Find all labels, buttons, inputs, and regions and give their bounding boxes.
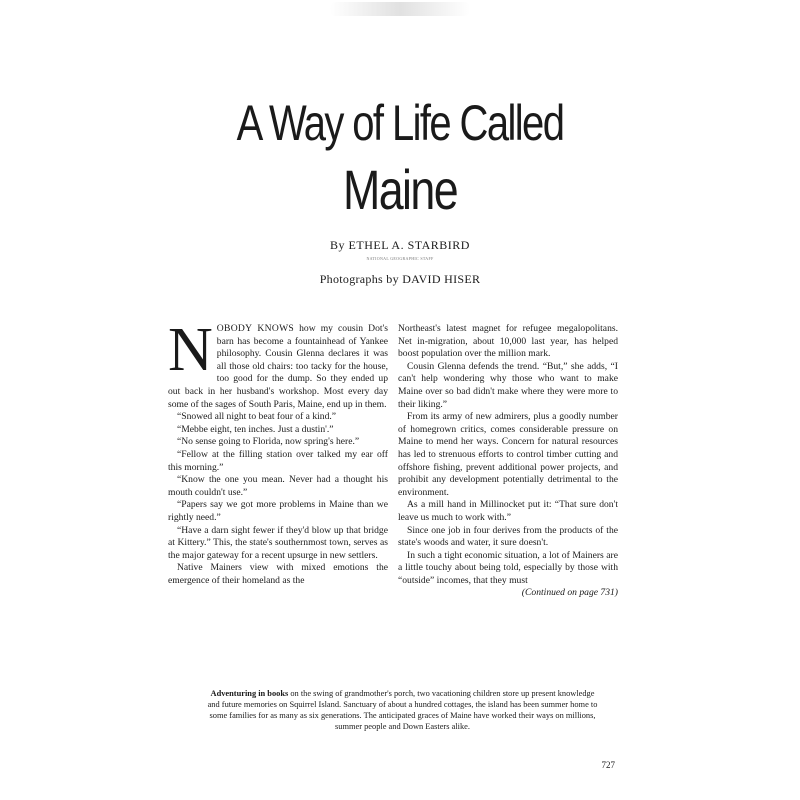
body-paragraph: Cousin Glenna defends the trend. “But,” she adds, “I can't help wondering why those who want to make Maine over so bad didn't make where they were more to their liking.”: [398, 360, 618, 410]
author-affiliation: NATIONAL GEOGRAPHIC STAFF: [366, 256, 434, 261]
body-paragraph: “Snowed all night to beat four of a kind.”: [177, 411, 337, 423]
body-column-right: [398, 323, 618, 600]
body-paragraph: Native Mainers view with mixed emotions the emergence of their homeland as the: [168, 562, 388, 586]
body-paragraph: “Mebbe eight, ten inches. Just a dustin'.”: [177, 423, 334, 435]
article-title-line2: Maine: [342, 158, 458, 221]
lead-text: how my cousin Dot's barn has become a fountainhead of Yankee philosophy. Cousin Glenna declares it was all those old chairs: too tacky for the house, too good for the dump. So they ended up out back in her husband's workshop. Most every day some of the sages of South Paris, Maine, end up in them.: [168, 323, 388, 410]
body-paragraph: From its army of new admirers, plus a goodly number of homegrown critics, comes considerable pressure on Maine to mend her ways. Concern for natural resources has led to strenuous efforts to control timber cutting and offshore fishing, prevent additional power projects, and prohibit any development potentially detrimental to the environment.: [398, 411, 618, 498]
body-paragraph: “No sense going to Florida, now spring's here.”: [177, 436, 360, 448]
body-paragraph-last: [398, 549, 618, 599]
body-paragraph: Northeast's latest magnet for refugee megalopolitans. Net in-migration, about 10,000 last year, has helped boost population over the million mark.: [398, 323, 618, 360]
body-paragraph: “Papers say we got more problems in Maine than we rightly need.”: [168, 499, 388, 523]
caption-lead: Adventuring in books: [210, 689, 289, 698]
lead-caps: OBODY KNOWS: [216, 323, 295, 334]
author-byline: By ETHEL A. STARBIRD: [330, 238, 470, 252]
caption-text: on the swing of grandmother's porch, two vacationing children store up present knowledge and future memories on Squirrel Island. Sanctuary of about a hundred cottages, the island has been summer home to some families for as many as six generations. The anticipated graces of Maine have worked their ways on millions, summer people and Down Easters alike.: [207, 689, 598, 731]
body-paragraph: “Know the one you mean. Never had a thought his mouth couldn't use.”: [168, 474, 388, 498]
page-number: 727: [601, 760, 615, 770]
body-text: In such a tight economic situation, a lot of Mainers are a little touchy about being told, especially by those with “outside” incomes, that they must: [398, 549, 618, 586]
body-paragraph: “Have a darn sight fewer if they'd blow up that bridge at Kittery.” This, the state's southernmost town, serves as the major gateway for a recent upsurge in new settlers.: [168, 524, 388, 561]
drop-cap: N: [168, 316, 213, 384]
lead-paragraph: [168, 316, 388, 411]
body-paragraph: As a mill hand in Millinocket put it: “That sure don't leave us much to work with.”: [398, 499, 618, 523]
photo-caption: [205, 688, 600, 732]
article-title-line1: A Way of Life Called: [236, 95, 564, 151]
scan-artifact: [330, 2, 470, 16]
body-paragraph: “Fellow at the filling station over talked my ear off this morning.”: [168, 448, 388, 473]
body-column-left: [168, 316, 388, 587]
photo-credit: Photographs by DAVID HISER: [319, 272, 481, 286]
continued-note: (Continued on page 731): [521, 587, 618, 599]
body-paragraph: Since one job in four derives from the products of the state's woods and water, it sure doesn't.: [398, 524, 618, 549]
